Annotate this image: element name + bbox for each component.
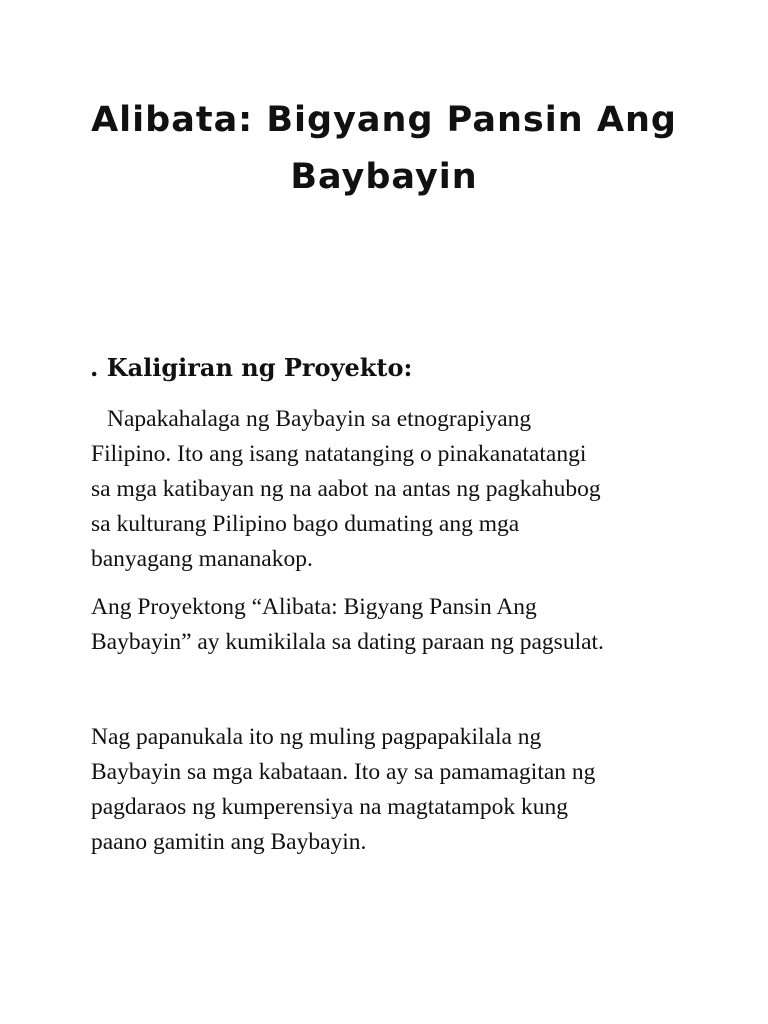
paragraph-line: sa mga katibayan ng na aabot na antas ng pagkahubog bbox=[91, 476, 601, 502]
paragraph-line: Nag papanukala ito ng muling pagpapakilala ng bbox=[91, 724, 542, 750]
paragraph-line: sa kulturang Pilipino bago dumating ang mga bbox=[91, 511, 520, 537]
paragraph-background bbox=[91, 402, 691, 577]
paragraph-line: Napakahalaga ng Baybayin sa etnograpiyang bbox=[107, 406, 532, 432]
paragraph-line: Ang Proyektong “Alibata: Bigyang Pansin Ang bbox=[91, 594, 537, 620]
title-line-1: Alibata: Bigyang Pansin Ang bbox=[91, 100, 677, 140]
paragraph-proposal bbox=[91, 720, 691, 860]
title-line-2: Baybayin bbox=[290, 157, 478, 197]
paragraph-project bbox=[91, 590, 691, 660]
paragraph-line: Filipino. Ito ang isang natatanging o pinakanatatangi bbox=[91, 441, 587, 467]
paragraph-line: banyagang mananakop. bbox=[91, 546, 313, 572]
document-title bbox=[60, 92, 708, 206]
paragraph-line: Baybayin” ay kumikilala sa dating paraan ng pagsulat. bbox=[91, 629, 604, 655]
paragraph-line: pagdaraos ng kumperensiya na magtatampok kung bbox=[91, 794, 569, 820]
paragraph-line: paano gamitin ang Baybayin. bbox=[91, 829, 367, 855]
paragraph-line: Baybayin sa mga kabataan. Ito ay sa pamamagitan ng bbox=[91, 759, 596, 785]
section-heading: . Kaligiran ng Proyekto: bbox=[90, 353, 413, 382]
